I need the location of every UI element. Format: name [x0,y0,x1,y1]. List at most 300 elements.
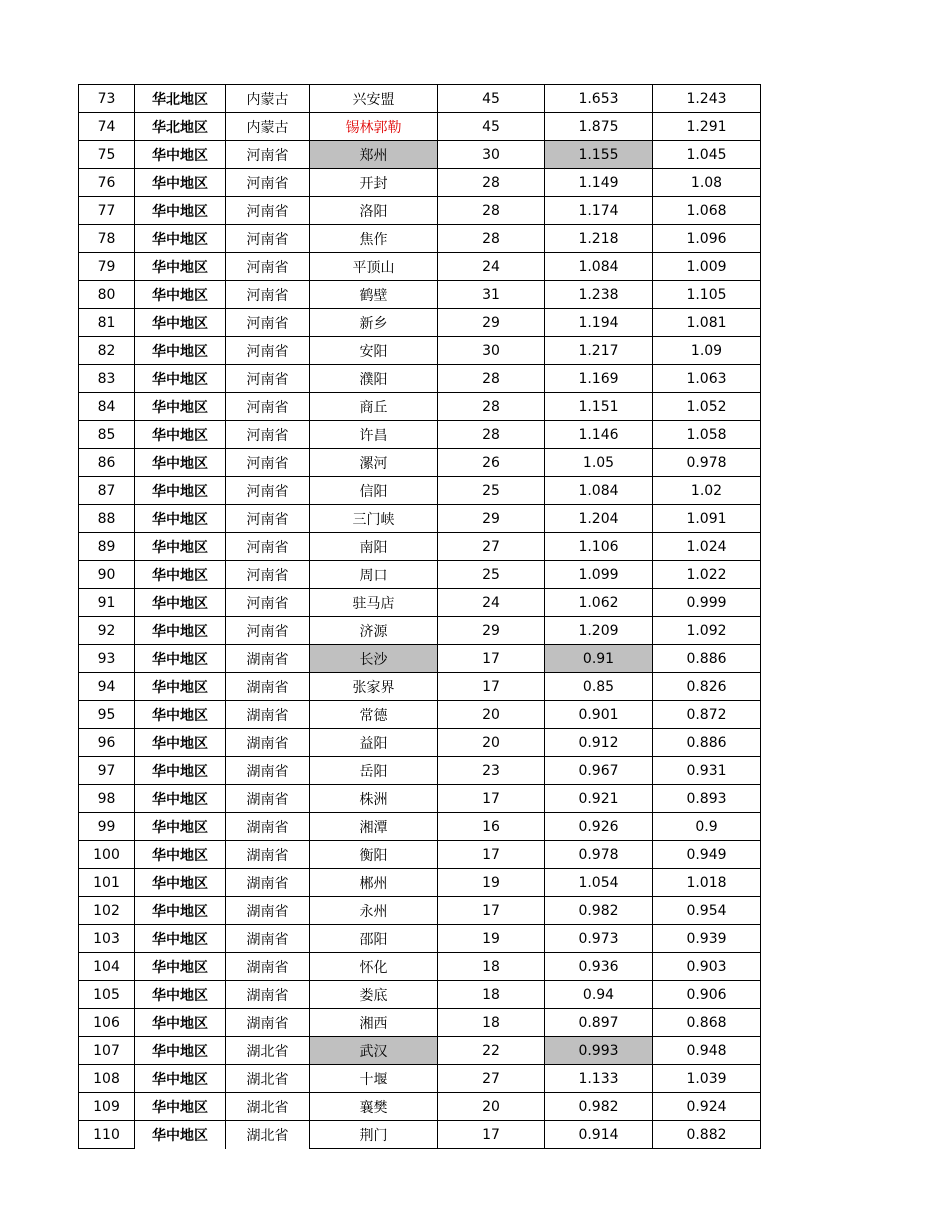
value-1-cell: 18 [438,1009,545,1037]
value-3-cell: 0.903 [653,953,761,981]
value-1-cell: 16 [438,813,545,841]
region-cell: 华中地区 [135,505,226,533]
value-3-cell: 0.954 [653,897,761,925]
city-cell: 驻马店 [310,589,438,617]
province-cell: 河南省 [226,169,310,197]
value-1-cell: 17 [438,785,545,813]
value-1-cell: 18 [438,981,545,1009]
value-3-cell: 1.022 [653,561,761,589]
value-3-cell: 0.9 [653,813,761,841]
value-3-cell: 0.868 [653,1009,761,1037]
value-3-cell: 0.882 [653,1121,761,1149]
row-number-cell: 94 [79,673,135,701]
province-cell: 湖南省 [226,729,310,757]
value-1-cell: 30 [438,141,545,169]
region-cell: 华中地区 [135,197,226,225]
value-1-cell: 17 [438,1121,545,1149]
value-2-cell: 1.151 [545,393,653,421]
value-1-cell: 27 [438,1065,545,1093]
value-1-cell: 17 [438,673,545,701]
table-row [79,533,761,561]
row-number-cell: 105 [79,981,135,1009]
value-1-cell: 31 [438,281,545,309]
city-cell: 焦作 [310,225,438,253]
city-cell: 商丘 [310,393,438,421]
value-3-cell: 0.906 [653,981,761,1009]
region-cell: 华中地区 [135,393,226,421]
region-cell: 华中地区 [135,617,226,645]
province-cell: 河南省 [226,309,310,337]
value-3-cell: 0.886 [653,645,761,673]
value-3-cell: 0.949 [653,841,761,869]
table-row [79,1009,761,1037]
city-cell: 十堰 [310,1065,438,1093]
city-cell: 锡林郭勒 [310,113,438,141]
province-cell: 湖北省 [226,1093,310,1121]
value-3-cell: 1.068 [653,197,761,225]
city-cell: 新乡 [310,309,438,337]
table-row [79,1037,761,1065]
region-cell: 华中地区 [135,589,226,617]
value-1-cell: 29 [438,505,545,533]
table-row [79,925,761,953]
value-3-cell: 0.978 [653,449,761,477]
region-cell: 华中地区 [135,897,226,925]
row-number-cell: 93 [79,645,135,673]
table-row [79,141,761,169]
value-2-cell: 1.169 [545,365,653,393]
province-cell: 湖南省 [226,757,310,785]
city-cell: 衡阳 [310,841,438,869]
value-1-cell: 18 [438,953,545,981]
value-1-cell: 22 [438,1037,545,1065]
city-cell: 益阳 [310,729,438,757]
value-1-cell: 28 [438,393,545,421]
value-3-cell: 1.092 [653,617,761,645]
value-3-cell: 1.291 [653,113,761,141]
value-1-cell: 27 [438,533,545,561]
value-3-cell: 0.939 [653,925,761,953]
province-cell: 湖南省 [226,869,310,897]
province-cell: 湖南省 [226,785,310,813]
city-cell: 濮阳 [310,365,438,393]
value-1-cell: 28 [438,169,545,197]
province-cell: 河南省 [226,477,310,505]
value-1-cell: 28 [438,365,545,393]
city-cell: 平顶山 [310,253,438,281]
value-3-cell: 1.081 [653,309,761,337]
city-cell: 周口 [310,561,438,589]
row-number-cell: 87 [79,477,135,505]
table-row [79,449,761,477]
table-row [79,729,761,757]
value-1-cell: 20 [438,729,545,757]
value-1-cell: 25 [438,561,545,589]
value-3-cell: 1.052 [653,393,761,421]
value-3-cell: 1.024 [653,533,761,561]
value-1-cell: 17 [438,841,545,869]
table-row [79,645,761,673]
value-1-cell: 23 [438,757,545,785]
table-row [79,85,761,113]
value-2-cell: 0.85 [545,673,653,701]
table-row [79,981,761,1009]
province-cell: 河南省 [226,421,310,449]
province-cell: 湖北省 [226,1065,310,1093]
province-cell: 湖南省 [226,813,310,841]
province-cell: 河南省 [226,365,310,393]
row-number-cell: 84 [79,393,135,421]
value-2-cell: 1.054 [545,869,653,897]
value-3-cell: 1.039 [653,1065,761,1093]
province-cell: 河南省 [226,617,310,645]
city-cell: 襄樊 [310,1093,438,1121]
value-2-cell: 0.91 [545,645,653,673]
row-number-cell: 82 [79,337,135,365]
value-1-cell: 20 [438,701,545,729]
value-2-cell: 0.94 [545,981,653,1009]
region-cell: 华中地区 [135,141,226,169]
province-cell: 湖北省 [226,1037,310,1065]
value-3-cell: 0.948 [653,1037,761,1065]
value-2-cell: 0.967 [545,757,653,785]
city-cell: 济源 [310,617,438,645]
city-cell: 南阳 [310,533,438,561]
value-1-cell: 45 [438,113,545,141]
value-3-cell: 1.063 [653,365,761,393]
city-cell: 郑州 [310,141,438,169]
city-cell: 常德 [310,701,438,729]
value-2-cell: 0.926 [545,813,653,841]
region-cell: 华中地区 [135,757,226,785]
value-1-cell: 17 [438,645,545,673]
row-number-cell: 74 [79,113,135,141]
table-row [79,813,761,841]
value-1-cell: 19 [438,869,545,897]
region-cell: 华中地区 [135,169,226,197]
value-2-cell: 1.106 [545,533,653,561]
city-cell: 岳阳 [310,757,438,785]
value-2-cell: 1.149 [545,169,653,197]
province-cell: 河南省 [226,533,310,561]
province-cell: 湖南省 [226,673,310,701]
row-number-cell: 79 [79,253,135,281]
province-cell: 内蒙古 [226,85,310,113]
row-number-cell: 91 [79,589,135,617]
city-cell: 湘潭 [310,813,438,841]
value-3-cell: 0.826 [653,673,761,701]
row-number-cell: 100 [79,841,135,869]
table-row [79,617,761,645]
value-1-cell: 24 [438,589,545,617]
value-3-cell: 1.091 [653,505,761,533]
value-2-cell: 0.912 [545,729,653,757]
row-number-cell: 73 [79,85,135,113]
city-cell: 郴州 [310,869,438,897]
region-cell: 华中地区 [135,645,226,673]
value-3-cell: 1.02 [653,477,761,505]
region-cell: 华中地区 [135,225,226,253]
value-2-cell: 0.921 [545,785,653,813]
city-cell: 安阳 [310,337,438,365]
province-cell: 河南省 [226,281,310,309]
region-cell: 华中地区 [135,533,226,561]
table-row [79,1121,761,1149]
row-number-cell: 75 [79,141,135,169]
table-row [79,337,761,365]
value-2-cell: 0.901 [545,701,653,729]
city-cell: 开封 [310,169,438,197]
table-row [79,785,761,813]
table-row [79,225,761,253]
row-number-cell: 85 [79,421,135,449]
value-3-cell: 0.931 [653,757,761,785]
row-number-cell: 106 [79,1009,135,1037]
row-number-cell: 110 [79,1121,135,1149]
region-cell: 华中地区 [135,869,226,897]
row-number-cell: 95 [79,701,135,729]
city-cell: 长沙 [310,645,438,673]
region-cell: 华中地区 [135,701,226,729]
value-3-cell: 1.018 [653,869,761,897]
region-cell: 华中地区 [135,841,226,869]
city-cell: 三门峡 [310,505,438,533]
row-number-cell: 92 [79,617,135,645]
row-number-cell: 97 [79,757,135,785]
region-cell: 华北地区 [135,113,226,141]
value-3-cell: 1.08 [653,169,761,197]
value-3-cell: 0.886 [653,729,761,757]
value-2-cell: 0.982 [545,1093,653,1121]
province-cell: 湖南省 [226,925,310,953]
value-1-cell: 28 [438,225,545,253]
city-cell: 永州 [310,897,438,925]
value-2-cell: 0.973 [545,925,653,953]
region-cell: 华中地区 [135,729,226,757]
city-cell: 信阳 [310,477,438,505]
value-1-cell: 28 [438,421,545,449]
value-2-cell: 1.204 [545,505,653,533]
row-number-cell: 109 [79,1093,135,1121]
value-1-cell: 19 [438,925,545,953]
city-cell: 漯河 [310,449,438,477]
table-body [79,85,761,1149]
region-cell: 华中地区 [135,953,226,981]
city-cell: 荆门 [310,1121,438,1149]
city-cell: 怀化 [310,953,438,981]
province-cell: 湖北省 [226,1121,310,1149]
province-cell: 湖南省 [226,701,310,729]
value-1-cell: 26 [438,449,545,477]
table-row [79,1093,761,1121]
region-cell: 华中地区 [135,561,226,589]
value-2-cell: 0.993 [545,1037,653,1065]
region-cell: 华中地区 [135,337,226,365]
row-number-cell: 102 [79,897,135,925]
value-3-cell: 1.009 [653,253,761,281]
region-cell: 华北地区 [135,85,226,113]
value-3-cell: 0.872 [653,701,761,729]
city-cell: 洛阳 [310,197,438,225]
province-cell: 湖南省 [226,897,310,925]
value-3-cell: 1.058 [653,421,761,449]
row-number-cell: 103 [79,925,135,953]
value-2-cell: 0.936 [545,953,653,981]
table-row [79,589,761,617]
value-3-cell: 1.243 [653,85,761,113]
value-2-cell: 0.982 [545,897,653,925]
value-1-cell: 45 [438,85,545,113]
region-cell: 华中地区 [135,813,226,841]
region-cell: 华中地区 [135,673,226,701]
region-cell: 华中地区 [135,365,226,393]
row-number-cell: 96 [79,729,135,757]
region-cell: 华中地区 [135,981,226,1009]
value-2-cell: 1.155 [545,141,653,169]
table-row [79,281,761,309]
value-2-cell: 0.914 [545,1121,653,1149]
value-3-cell: 1.045 [653,141,761,169]
row-number-cell: 76 [79,169,135,197]
value-2-cell: 0.978 [545,841,653,869]
row-number-cell: 80 [79,281,135,309]
city-cell: 株洲 [310,785,438,813]
row-number-cell: 98 [79,785,135,813]
value-1-cell: 29 [438,309,545,337]
region-cell: 华中地区 [135,1065,226,1093]
table-row [79,953,761,981]
table-row [79,393,761,421]
city-cell: 兴安盟 [310,85,438,113]
province-cell: 湖南省 [226,1009,310,1037]
region-cell: 华中地区 [135,253,226,281]
table-row [79,169,761,197]
province-cell: 河南省 [226,253,310,281]
value-2-cell: 1.218 [545,225,653,253]
row-number-cell: 89 [79,533,135,561]
value-2-cell: 1.084 [545,477,653,505]
table-row [79,365,761,393]
table-row [79,113,761,141]
province-cell: 河南省 [226,197,310,225]
value-2-cell: 1.099 [545,561,653,589]
region-cell: 华中地区 [135,925,226,953]
table-row [79,421,761,449]
value-2-cell: 1.174 [545,197,653,225]
value-1-cell: 30 [438,337,545,365]
region-cell: 华中地区 [135,477,226,505]
region-cell: 华中地区 [135,1037,226,1065]
value-2-cell: 1.133 [545,1065,653,1093]
region-cell: 华中地区 [135,1093,226,1121]
table-row [79,477,761,505]
value-1-cell: 25 [438,477,545,505]
province-cell: 河南省 [226,589,310,617]
table-row [79,757,761,785]
region-cell: 华中地区 [135,449,226,477]
value-2-cell: 1.653 [545,85,653,113]
region-cell: 华中地区 [135,309,226,337]
province-cell: 河南省 [226,393,310,421]
row-number-cell: 81 [79,309,135,337]
value-2-cell: 1.084 [545,253,653,281]
table-row [79,253,761,281]
city-cell: 湘西 [310,1009,438,1037]
region-cell: 华中地区 [135,421,226,449]
region-cell: 华中地区 [135,1121,226,1149]
province-cell: 河南省 [226,337,310,365]
row-number-cell: 83 [79,365,135,393]
table-row [79,1065,761,1093]
value-2-cell: 1.217 [545,337,653,365]
region-cell: 华中地区 [135,1009,226,1037]
value-3-cell: 0.999 [653,589,761,617]
province-cell: 内蒙古 [226,113,310,141]
value-3-cell: 1.09 [653,337,761,365]
value-1-cell: 29 [438,617,545,645]
value-2-cell: 1.062 [545,589,653,617]
row-number-cell: 77 [79,197,135,225]
province-cell: 河南省 [226,561,310,589]
table-row [79,869,761,897]
province-cell: 河南省 [226,449,310,477]
city-cell: 邵阳 [310,925,438,953]
value-3-cell: 1.096 [653,225,761,253]
value-2-cell: 1.875 [545,113,653,141]
city-cell: 张家界 [310,673,438,701]
province-cell: 湖南省 [226,981,310,1009]
region-cell: 华中地区 [135,281,226,309]
table-row [79,197,761,225]
value-2-cell: 1.146 [545,421,653,449]
table-row [79,897,761,925]
data-table [78,84,761,1149]
row-number-cell: 99 [79,813,135,841]
province-cell: 河南省 [226,505,310,533]
table-row [79,505,761,533]
row-number-cell: 107 [79,1037,135,1065]
value-2-cell: 1.238 [545,281,653,309]
value-3-cell: 0.893 [653,785,761,813]
province-cell: 湖南省 [226,953,310,981]
value-2-cell: 1.05 [545,449,653,477]
province-cell: 湖南省 [226,645,310,673]
province-cell: 湖南省 [226,841,310,869]
city-cell: 许昌 [310,421,438,449]
row-number-cell: 101 [79,869,135,897]
province-cell: 河南省 [226,141,310,169]
row-number-cell: 78 [79,225,135,253]
province-cell: 河南省 [226,225,310,253]
value-2-cell: 0.897 [545,1009,653,1037]
value-2-cell: 1.209 [545,617,653,645]
table-row [79,841,761,869]
city-cell: 娄底 [310,981,438,1009]
value-1-cell: 24 [438,253,545,281]
region-cell: 华中地区 [135,785,226,813]
table-row [79,561,761,589]
value-2-cell: 1.194 [545,309,653,337]
value-3-cell: 0.924 [653,1093,761,1121]
row-number-cell: 86 [79,449,135,477]
table-row [79,309,761,337]
row-number-cell: 108 [79,1065,135,1093]
row-number-cell: 104 [79,953,135,981]
table-row [79,701,761,729]
value-3-cell: 1.105 [653,281,761,309]
value-1-cell: 17 [438,897,545,925]
table-row [79,673,761,701]
